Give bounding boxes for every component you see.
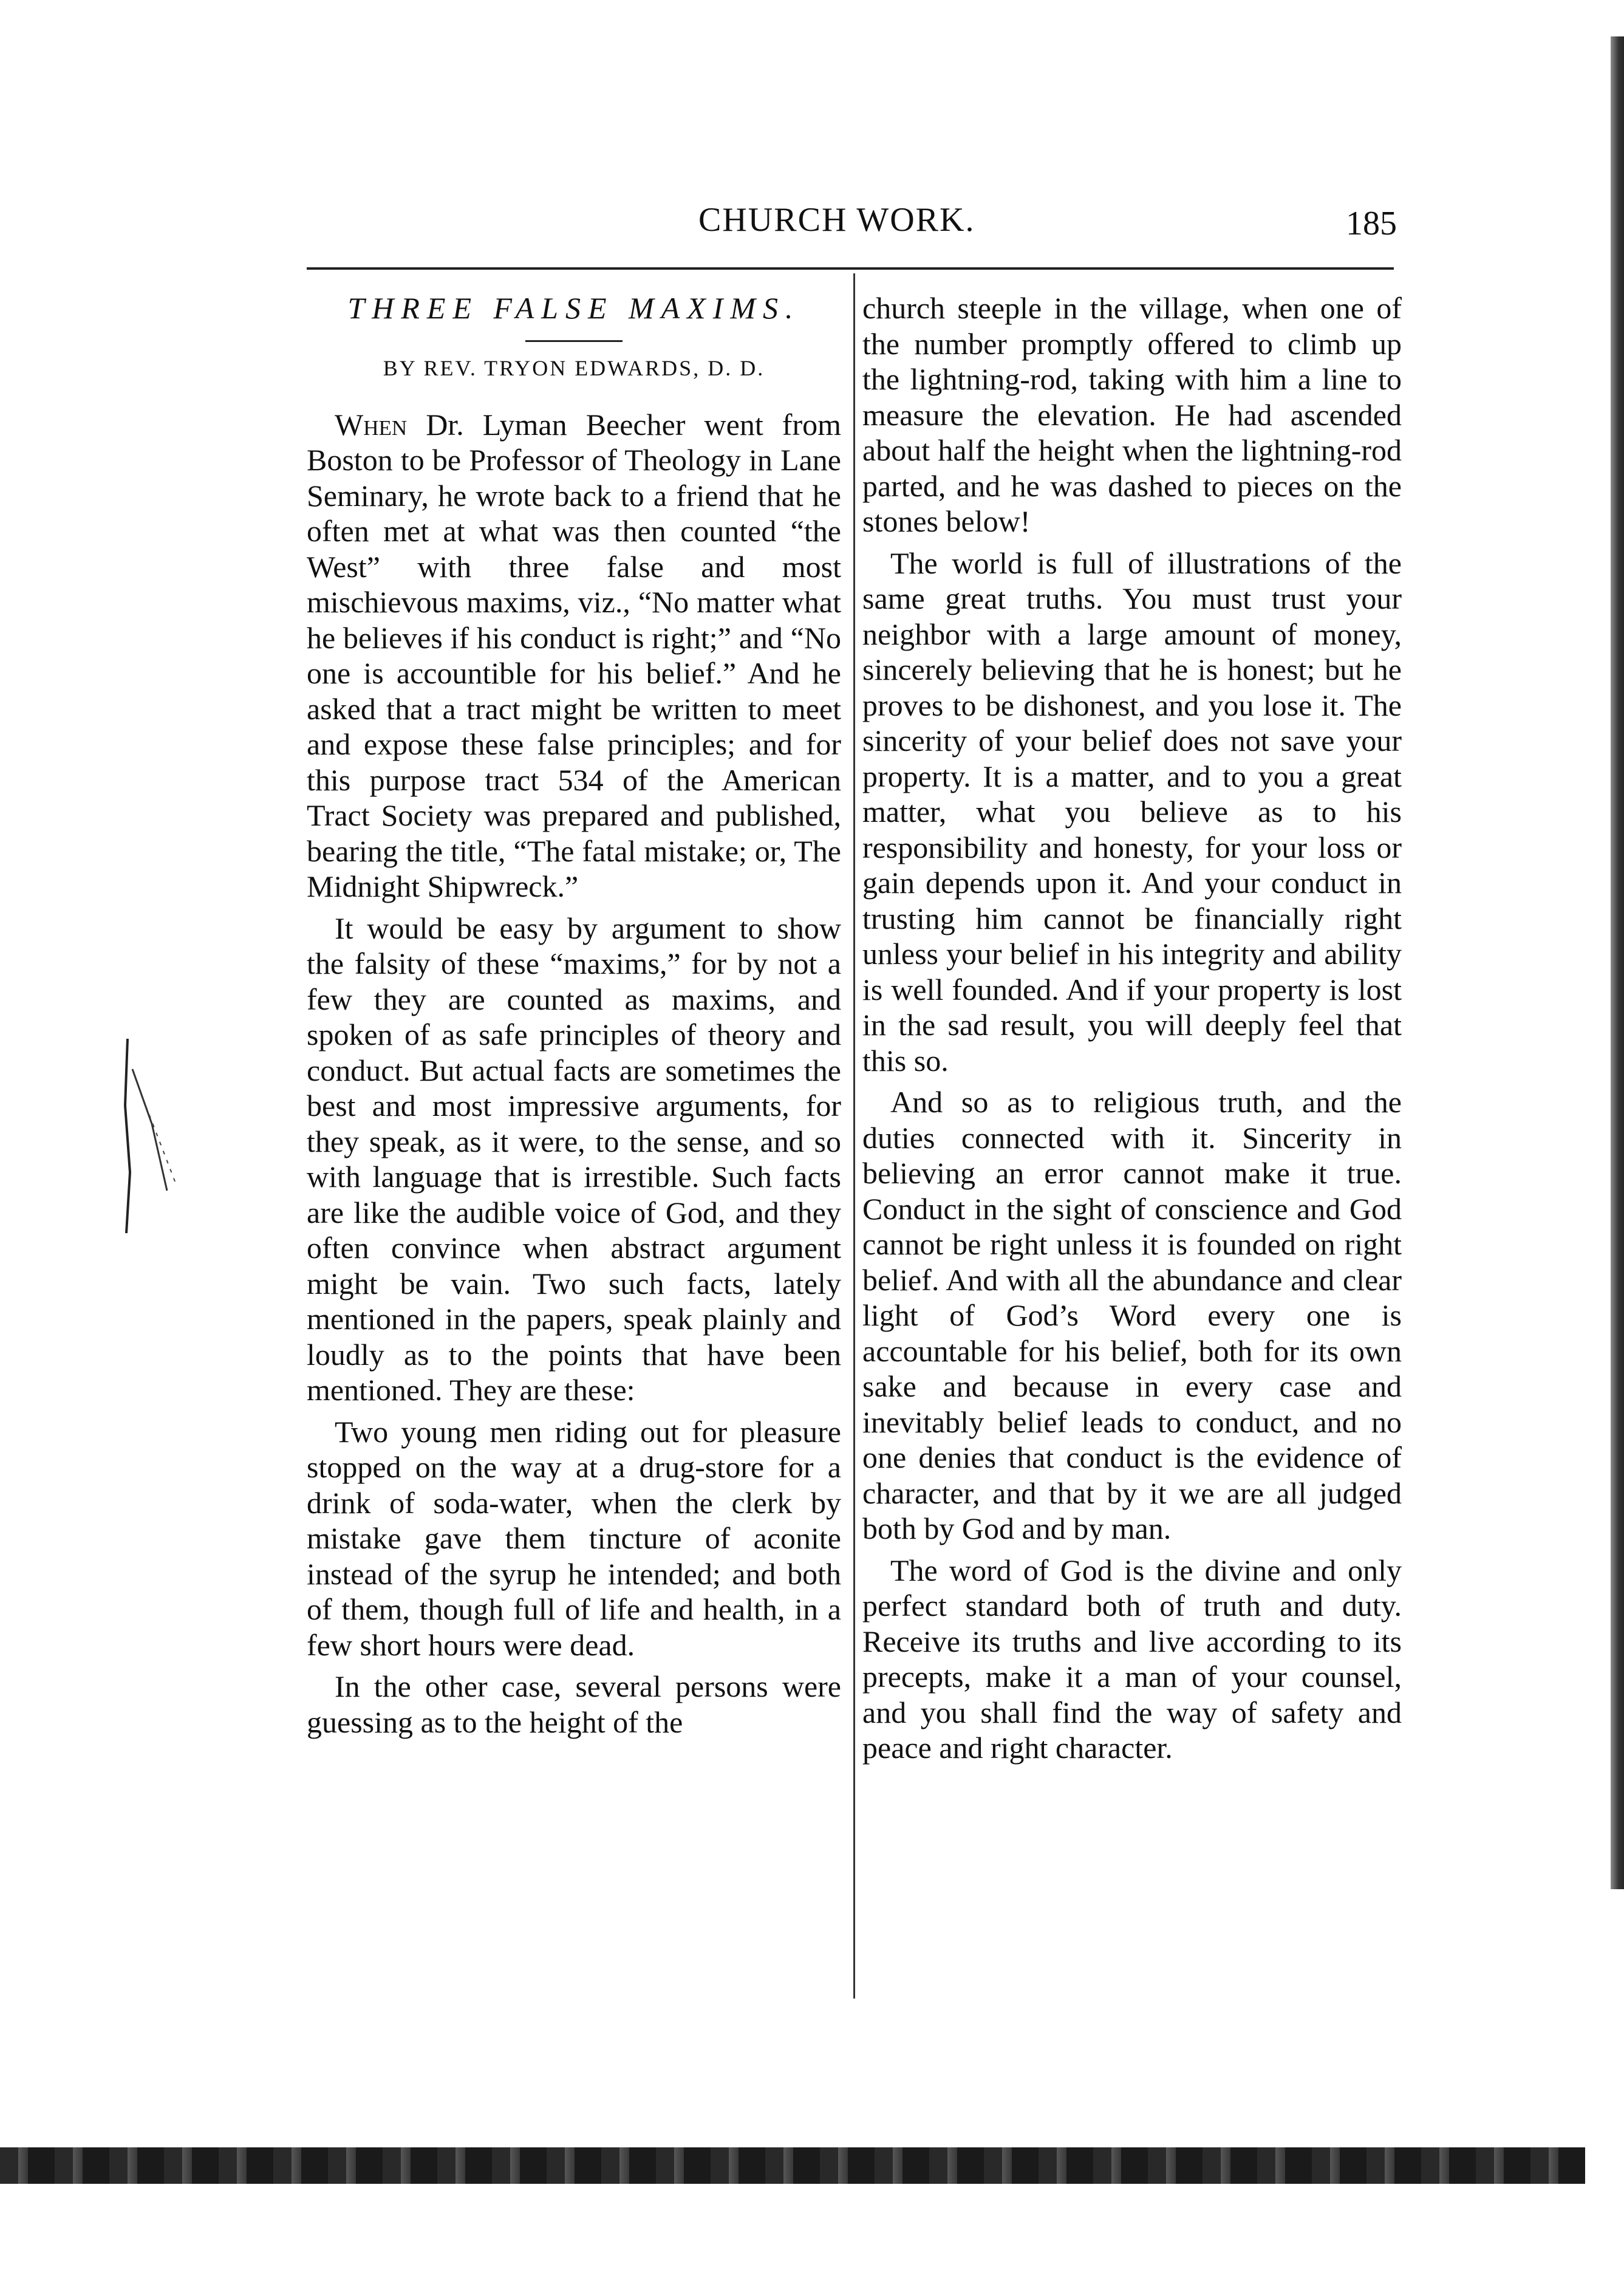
margin-annotation-mark	[109, 1033, 200, 1245]
right-column	[862, 290, 1402, 1772]
page-number: 185	[1346, 205, 1397, 242]
title-rule	[525, 340, 623, 342]
paragraph	[307, 407, 841, 905]
column-divider	[853, 273, 855, 1999]
paragraph: It would be easy by argument to show the falsity of these “maxims,” for by not a few they are counted as maxims, and spoken of as safe principles of theory and conduct. But actual facts are sometimes the best and most impressive arguments, for they speak, as it were, to the sense, and so with language that is irrestible. Such facts are like the audible voice of God, and they often convince when abstract argument might be vain. Two such facts, lately mentioned in the papers, speak plainly and loudly as to the points that have been mentioned. They are these:	[307, 911, 841, 1407]
article-byline: BY REV. TRYON EDWARDS, D. D.	[383, 356, 765, 380]
paragraph-continuation: church steeple in the village, when one of the number promptly offered to climb up the lightning-rod, taking with him a line to measure the elevation. He had ascended about half the height when the lightning-rod parted, and he was dashed to pieces on the stones below!	[862, 291, 1402, 538]
paragraph-text: Dr. Lyman Beecher went from Boston to be Professor of Theology in Lane Seminary, he wrote back to a friend that he often met at what was then counted “the West” with three false and most mischievous maxims, viz., “No matter what he believes if his conduct is right;” and “No one is accountible for his belief.” And he asked that a tract might be written to meet and expose these false principles; and for this purpose tract 534 of the American Tract Society was prepared and published, bearing the title, “The fatal mistake; or, The Midnight Shipwreck.”	[307, 407, 841, 903]
left-column	[307, 290, 841, 1746]
paragraph: And so as to religious truth, and the duties connected with it. Sincerity in believing an error cannot make it true. Conduct in the sight of conscience and God cannot be right unless it is founded on right belief. And with all the abundance and clear light of God’s Word every one is accountable for his belief, both for its own sake and because in every case and inevitably belief leads to conduct, and no one denies that conduct is the evidence of character, and that by it we are all judged both by God and by man.	[862, 1085, 1402, 1545]
paragraph: The word of God is the divine and only perfect standard both of truth and duty. Receive its truths and live according to its precepts, make it a man of your counsel, and you shall find the way of safety and peace and right character.	[862, 1553, 1402, 1765]
paragraph: In the other case, several persons were guessing as to the height of the	[307, 1669, 841, 1739]
paragraph: Two young men riding out for pleasure stopped on the way at a drug-store for a drink of soda-water, when the clerk by mistake gave them tincture of aconite instead of the syrup he intended; and both of them, though full of life and health, in a few short hours were dead.	[307, 1414, 841, 1662]
running-head	[304, 200, 1397, 255]
article-title: THREE FALSE MAXIMS.	[347, 291, 800, 325]
running-title: CHURCH WORK.	[698, 201, 975, 239]
scan-edge-bottom	[0, 2147, 1585, 2184]
header-rule	[307, 267, 1394, 270]
paragraph: The world is full of illustrations of the same great truths. You must trust your neighbor with a large amount of money, sincerely believing that he is honest; but he proves to be dishonest, and you lose it. The sincerity of your belief does not save your property. It is a matter, and to you a great matter, what you believe as to his responsibility and honesty, for your loss or gain depends upon it. And your conduct in trusting him cannot be financially right unless your belief in his integrity and ability is well founded. And if your property is lost in the sad result, you will deeply feel that this so.	[862, 545, 1402, 1078]
scan-edge-right	[1611, 36, 1624, 1889]
opening-word: When	[335, 407, 408, 442]
